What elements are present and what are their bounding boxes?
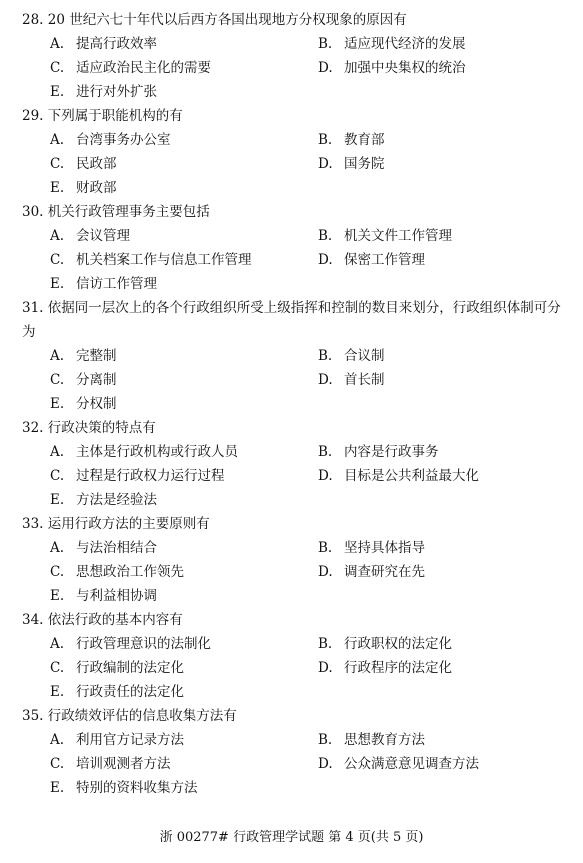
question-stem [0,416,583,440]
option-row [0,56,583,80]
option-text: 分离制 [76,372,117,388]
option-text: 机关档案工作与信息工作管理 [76,252,252,268]
option-row [0,752,583,776]
option-e [50,272,318,296]
option-text: 利用官方记录方法 [76,732,184,748]
option-letter: B. [318,36,333,52]
option-text: 行政程序的法定化 [344,660,452,676]
option-c [50,464,318,488]
option-text: 进行对外扩张 [76,84,157,100]
option-text: 目标是公共利益最大化 [344,468,479,484]
option-text: 思想教育方法 [344,732,425,748]
option-letter: D. [318,564,333,580]
option-a [50,344,318,368]
option-letter: E. [50,396,65,412]
option-letter: E. [50,84,65,100]
option-a [50,128,318,152]
option-text: 与利益相协调 [76,588,157,604]
question-number: 28. [22,12,44,28]
option-letter: D. [318,372,333,388]
option-d [318,560,558,584]
option-letter: E. [50,180,65,196]
option-row [0,656,583,680]
option-text: 会议管理 [76,228,130,244]
option-d [318,248,558,272]
option-text: 坚持具体指导 [344,540,425,556]
option-d [318,464,558,488]
question-text: 机关行政管理事务主要包括 [47,204,210,220]
option-letter: A. [50,36,65,52]
option-c [50,560,318,584]
option-text: 培训观测者方法 [76,756,171,772]
option-text: 特别的资料收集方法 [76,780,198,796]
option-text: 行政编制的法定化 [76,660,184,676]
option-c [50,752,318,776]
option-c [50,152,318,176]
option-letter: C. [50,156,65,172]
option-text: 调查研究在先 [344,564,425,580]
option-b [318,344,558,368]
option-text: 过程是行政权力运行过程 [76,468,225,484]
option-row [0,464,583,488]
question-number: 30. [22,204,44,220]
option-letter: B. [318,540,333,556]
option-b [318,128,558,152]
option-letter: D. [318,468,333,484]
option-e [50,488,318,512]
question-text: 下列属于职能机构的有 [47,108,183,124]
option-text: 民政部 [76,156,117,172]
option-row [0,224,583,248]
question-35 [0,704,583,800]
option-letter: A. [50,732,65,748]
option-letter: A. [50,348,65,364]
option-letter: B. [318,348,333,364]
question-34 [0,608,583,704]
question-text: 行政决策的特点有 [47,420,156,436]
question-text: 行政绩效评估的信息收集方法有 [47,708,237,724]
option-e [50,776,318,800]
option-letter: C. [50,756,65,772]
option-letter: D. [318,756,333,772]
option-row [0,392,583,416]
option-row [0,368,583,392]
option-text: 信访工作管理 [76,276,157,292]
question-text: 运用行政方法的主要原则有 [47,516,210,532]
option-a [50,440,318,464]
option-letter: A. [50,540,65,556]
option-text: 分权制 [76,396,117,412]
option-letter: E. [50,492,65,508]
option-e [50,80,318,104]
option-row [0,728,583,752]
option-a [50,728,318,752]
option-b [318,32,558,56]
question-number: 31. [22,300,44,316]
option-b [318,728,558,752]
option-letter: B. [318,132,333,148]
option-text: 财政部 [76,180,117,196]
question-number: 35. [22,708,44,724]
option-letter: E. [50,276,65,292]
option-text: 机关文件工作管理 [344,228,452,244]
option-b [318,536,558,560]
option-row [0,584,583,608]
question-text: 依据同一层次上的各个行政组织所受上级指挥和控制的数目来划分，行政组织体制可分为 [22,300,561,340]
option-letter: C. [50,564,65,580]
question-stem [0,8,583,32]
option-e [50,176,318,200]
option-a [50,224,318,248]
option-text: 保密工作管理 [344,252,425,268]
option-text: 提高行政效率 [76,36,157,52]
option-c [50,368,318,392]
option-text: 行政责任的法定化 [76,684,184,700]
option-d [318,56,558,80]
option-a [50,32,318,56]
option-letter: D. [318,156,333,172]
option-text: 教育部 [344,132,385,148]
option-row [0,152,583,176]
question-list [0,8,583,800]
option-letter: D. [318,252,333,268]
option-letter: A. [50,132,65,148]
option-text: 完整制 [76,348,117,364]
question-28 [0,8,583,104]
option-e [50,680,318,704]
option-letter: C. [50,468,65,484]
option-text: 适应政治民主化的需要 [76,60,211,76]
question-stem [0,104,583,128]
question-number: 32. [22,420,44,436]
option-text: 主体是行政机构或行政人员 [76,444,238,460]
option-row [0,440,583,464]
option-text: 台湾事务办公室 [76,132,171,148]
option-row [0,680,583,704]
option-a [50,632,318,656]
option-letter: D. [318,60,333,76]
option-row [0,488,583,512]
option-text: 合议制 [344,348,385,364]
option-b [318,440,558,464]
option-c [50,56,318,80]
option-c [50,656,318,680]
question-29 [0,104,583,200]
option-letter: A. [50,444,65,460]
option-row [0,32,583,56]
option-b [318,632,558,656]
option-row [0,632,583,656]
option-d [318,368,558,392]
question-stem [0,200,583,224]
question-stem [0,704,583,728]
question-30 [0,200,583,296]
option-row [0,248,583,272]
option-text: 行政职权的法定化 [344,636,452,652]
option-text: 国务院 [344,156,385,172]
page-footer: 浙 00277# 行政管理学试题 第 4 页(共 5 页) [159,830,424,845]
question-number: 29. [22,108,44,124]
question-33 [0,512,583,608]
question-text: 依法行政的基本内容有 [47,612,183,628]
option-letter: C. [50,252,65,268]
question-stem [0,296,583,344]
option-letter: C. [50,60,65,76]
option-b [318,224,558,248]
option-letter: B. [318,732,333,748]
question-32 [0,416,583,512]
option-text: 加强中央集权的统治 [344,60,466,76]
question-text: 20 世纪六七十年代以后西方各国出现地方分权现象的原因有 [47,12,407,28]
option-letter: B. [318,636,333,652]
question-31 [0,296,583,416]
option-c [50,248,318,272]
option-letter: B. [318,444,333,460]
question-stem [0,608,583,632]
option-text: 公众满意意见调查方法 [344,756,479,772]
option-row [0,272,583,296]
option-e [50,392,318,416]
option-row [0,560,583,584]
option-row [0,176,583,200]
option-text: 适应现代经济的发展 [344,36,466,52]
option-letter: E. [50,588,65,604]
option-letter: A. [50,636,65,652]
option-row [0,776,583,800]
option-text: 思想政治工作领先 [76,564,184,580]
option-d [318,752,558,776]
option-letter: B. [318,228,333,244]
option-d [318,656,558,680]
option-row [0,536,583,560]
option-row [0,80,583,104]
option-text: 方法是经验法 [76,492,157,508]
option-letter: E. [50,684,65,700]
option-letter: D. [318,660,333,676]
option-letter: E. [50,780,65,796]
option-text: 与法治相结合 [76,540,157,556]
question-number: 34. [22,612,44,628]
option-letter: C. [50,372,65,388]
option-row [0,344,583,368]
option-text: 首长制 [344,372,385,388]
option-row [0,128,583,152]
option-d [318,152,558,176]
option-e [50,584,318,608]
option-letter: A. [50,228,65,244]
option-a [50,536,318,560]
question-stem [0,512,583,536]
question-number: 33. [22,516,44,532]
option-text: 行政管理意识的法制化 [76,636,211,652]
option-text: 内容是行政事务 [344,444,439,460]
option-letter: C. [50,660,65,676]
